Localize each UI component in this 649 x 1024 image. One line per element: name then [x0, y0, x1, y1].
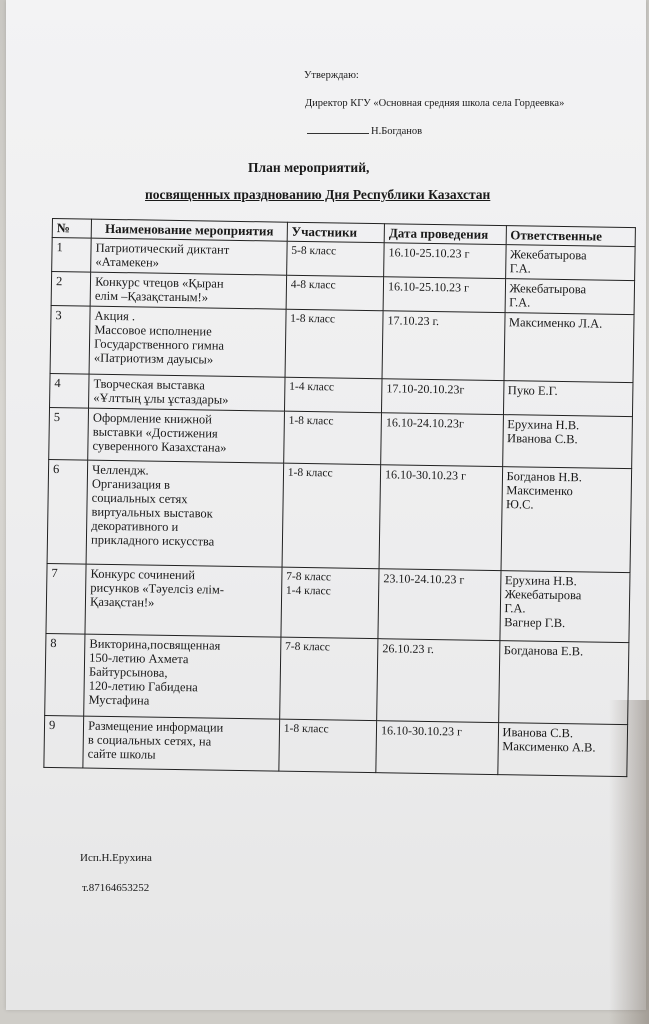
- cell-name: [90, 272, 286, 309]
- cell-responsible-line: Г.А.: [509, 295, 531, 310]
- cell-name-line: Творческая выставка: [93, 376, 205, 393]
- cell-name-line: «Ұлттың ұлы ұстаздары»: [93, 390, 229, 407]
- cell-date: 17.10-20.10.23г: [382, 379, 504, 415]
- cell-num: 5: [49, 407, 89, 460]
- plan-title: План мероприятий,: [248, 160, 370, 175]
- cell-name-line: Конкурс сочинений: [90, 566, 196, 583]
- cell-name-line: выставки «Достижения: [92, 424, 218, 441]
- cell-name-line: Конкурс чтецов «Қыран: [95, 274, 224, 291]
- cell-name-line: Патриотический диктант: [95, 240, 230, 257]
- cell-responsible-line: Максименко А.В.: [502, 739, 596, 755]
- cell-num: 2: [51, 272, 91, 307]
- cell-name: [91, 238, 287, 275]
- approve-label: Утверждаю:: [304, 70, 359, 81]
- cell-name-line: декоративного и: [91, 518, 179, 535]
- cell-responsible-line: Богданова Е.В.: [503, 643, 584, 659]
- cell-responsible-line: Максименко Л.А.: [508, 315, 603, 331]
- cell-responsible-line: Максименко: [506, 483, 573, 499]
- cell-participants-line: 5-8 класс: [291, 244, 337, 258]
- cell-name-line: «Атамекен»: [95, 254, 160, 270]
- cell-num: 4: [50, 373, 90, 408]
- cell-date: 16.10-30.10.23 г: [379, 465, 502, 571]
- cell-responsible: [504, 313, 635, 383]
- cell-date: 16.10-25.10.23 г: [384, 243, 506, 279]
- cell-name-line: 150-летию Ахмета: [89, 650, 189, 667]
- cell-responsible: [499, 571, 630, 643]
- cell-name-line: «Патриотизм дауысы»: [93, 350, 214, 367]
- cell-responsible-line: Ерухина Н.В.: [504, 573, 577, 589]
- cell-name-line: рисунков «Тәуелсіз елім-: [90, 580, 225, 597]
- cell-name: [89, 306, 286, 377]
- cell-date: 17.10.23 г.: [382, 311, 504, 381]
- cell-name: [84, 634, 281, 719]
- cell-num: 9: [44, 715, 84, 768]
- table-row: [44, 715, 628, 776]
- cell-responsible-line: Пуко Е.Г.: [507, 383, 558, 398]
- cell-name-line: сайте школы: [87, 746, 156, 762]
- cell-responsible-line: Жекебатырова: [509, 281, 587, 297]
- cell-name-line: в социальных сетях, на: [87, 732, 212, 749]
- cell-participants: [281, 567, 379, 639]
- cell-num: 8: [45, 633, 85, 716]
- table-row: [45, 633, 629, 724]
- cell-num: 3: [50, 305, 90, 374]
- cell-participants: [284, 377, 382, 413]
- cell-participants-line: 4-8 класс: [290, 278, 336, 292]
- cell-name: [83, 716, 279, 771]
- table-row: [50, 305, 634, 382]
- cell-name-line: Государственного гимна: [94, 336, 225, 353]
- cell-participants-line: 1-4 класс: [285, 584, 331, 598]
- executor-phone: т.87164653252: [82, 882, 150, 894]
- cell-name: [85, 564, 282, 637]
- cell-responsible-line: Г.А.: [509, 261, 531, 276]
- table-row: [47, 459, 632, 572]
- cell-responsible-line: Ю.С.: [505, 497, 534, 512]
- cell-name-line: Акция .: [94, 308, 136, 324]
- cell-date: 26.10.23 г.: [377, 639, 500, 723]
- cell-participants-line: 7-8 класс: [284, 640, 331, 654]
- header-responsible: Ответственные: [506, 226, 636, 247]
- table-body: [44, 238, 635, 777]
- cell-responsible: [497, 723, 627, 777]
- cell-responsible: [505, 245, 635, 281]
- table-row: [49, 407, 633, 468]
- cell-responsible: [498, 641, 629, 725]
- cell-responsible-line: Г.А.: [504, 601, 526, 616]
- cell-num: 6: [47, 459, 88, 564]
- cell-name-line: елім –Қазақстаным!»: [94, 288, 209, 305]
- cell-responsible-line: Вагнер Г.В.: [504, 615, 566, 631]
- cell-name: [86, 460, 283, 567]
- cell-responsible: [502, 415, 632, 469]
- header-date: Дата проведения: [384, 224, 506, 245]
- cell-name-line: Викторина,посвященная: [89, 636, 221, 653]
- cell-participants: [279, 719, 377, 773]
- cell-name: [89, 374, 285, 411]
- header-name: Наименование мероприятия: [91, 219, 287, 241]
- cell-participants: [282, 463, 381, 569]
- cell-date: 16.10-25.10.23 г: [383, 277, 505, 313]
- cell-responsible: [501, 467, 632, 573]
- cell-name-line: социальных сетях: [91, 490, 188, 507]
- cell-name-line: Размещение информации: [88, 718, 224, 735]
- cell-participants-line: 1-8 класс: [290, 312, 336, 326]
- cell-participants-line: 1-8 класс: [283, 722, 329, 736]
- cell-participants: [286, 241, 384, 277]
- header-num: №: [52, 219, 91, 239]
- signature-blank: [307, 133, 369, 134]
- cell-participants-line: 7-8 класс: [286, 570, 332, 584]
- cell-name-line: Мустафина: [88, 692, 150, 708]
- cell-responsible: [505, 279, 635, 315]
- plan-subtitle: посвященных празднованию Дня Республики Казахстан: [145, 187, 491, 202]
- cell-participants: [283, 411, 381, 465]
- cell-responsible-line: Жекебатырова: [504, 587, 582, 603]
- cell-name: [88, 408, 284, 463]
- cell-responsible-line: Жекебатырова: [509, 247, 587, 263]
- director-line: Директор КГУ «Основная средняя школа села Гордеевка»: [305, 98, 565, 109]
- cell-participants-line: 1-8 класс: [288, 414, 334, 428]
- executor-name: Исп.Н.Ерухина: [80, 852, 152, 864]
- cell-name-line: 120-летию Габидена: [88, 678, 198, 695]
- cell-participants-line: 1-8 класс: [287, 466, 333, 480]
- signature-name: Н.Богданов: [371, 126, 423, 137]
- cell-name-line: Байтурсынова,: [88, 664, 168, 680]
- cell-participants-line: 1-4 класс: [289, 380, 335, 394]
- cell-responsible-line: Ерухина Н.В.: [507, 417, 580, 433]
- cell-name-line: Оформление книжной: [92, 410, 212, 427]
- cell-name-line: Қазақстан!»: [89, 594, 155, 610]
- table-row: [46, 563, 630, 642]
- events-table: [43, 218, 636, 777]
- cell-name-line: Массовое исполнение: [94, 322, 212, 339]
- cell-date: 23.10-24.10.23 г: [378, 569, 500, 641]
- cell-responsible-line: Богданов Н.В.: [506, 469, 583, 485]
- header-participants: Участники: [287, 222, 385, 243]
- cell-date: 16.10-30.10.23 г: [376, 721, 498, 775]
- cell-name-line: суверенного Казахстана»: [92, 438, 227, 455]
- cell-participants: [279, 637, 378, 721]
- cell-date: 16.10-24.10.23г: [381, 413, 503, 467]
- cell-responsible-line: Иванова С.В.: [502, 725, 574, 741]
- cell-responsible-line: Иванова С.В.: [507, 431, 578, 447]
- cell-name-line: виртуальных выставок: [91, 504, 213, 521]
- cell-num: 7: [46, 563, 86, 634]
- cell-name-line: прикладного искусства: [90, 532, 215, 549]
- cell-num: 1: [52, 238, 92, 273]
- signature-line: [307, 126, 422, 137]
- cell-responsible: [503, 381, 633, 417]
- cell-participants: [285, 309, 383, 379]
- cell-name-line: Организация в: [91, 476, 171, 492]
- cell-participants: [286, 275, 384, 311]
- cell-name-line: Челлендж.: [92, 462, 149, 478]
